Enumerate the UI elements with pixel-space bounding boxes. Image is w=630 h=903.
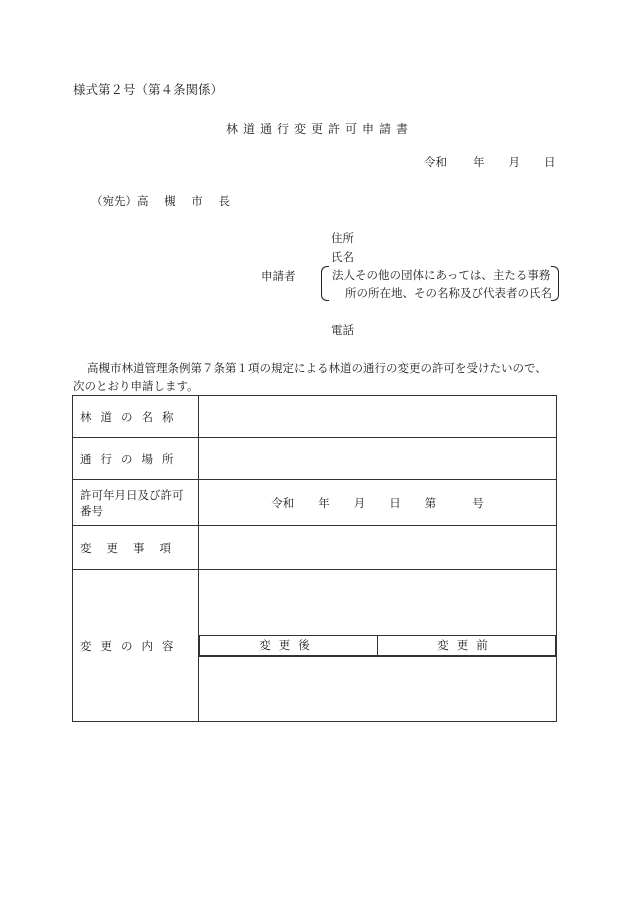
applicant-label: 申請者 [261, 269, 296, 283]
date-era: 令和 [424, 155, 447, 169]
change-content-label: 変更の内容 [73, 570, 199, 722]
before-change-header: 変更前 [378, 635, 556, 655]
permit-info-field[interactable]: 令和 年 月 日 第 号 [199, 480, 557, 526]
date-day: 日 [544, 155, 556, 169]
body-text-line1: 高槻市林道管理条例第７条第１項の規定による林道の通行の変更の許可を受けたいので、 [87, 361, 547, 375]
application-date [424, 154, 556, 170]
document-title: 林道通行変更許可申請書 [226, 122, 414, 136]
permit-info-label: 許可年月日及び許可 番号 [73, 480, 199, 526]
after-change-header: 変更後 [200, 635, 378, 655]
note-line2: 所の所在地、その名称及び代表者の氏名 [345, 286, 552, 300]
addressee-name: 高 槻 市 長 [137, 194, 236, 208]
addressee [91, 193, 236, 209]
after-change-field[interactable] [200, 655, 378, 656]
passage-place-field[interactable] [199, 438, 557, 480]
date-month: 月 [508, 155, 520, 169]
corporate-note [321, 266, 559, 299]
note-line1: 法人その他の団体にあっては、主たる事務 [332, 268, 551, 282]
name-label: 氏名 [331, 250, 354, 264]
right-bracket [551, 266, 559, 301]
body-text-line2: 次のとおり申請します。 [73, 379, 199, 393]
address-label: 住所 [331, 231, 354, 245]
row-change-item [73, 526, 557, 570]
date-year: 年 [473, 155, 485, 169]
row-passage-place [73, 438, 557, 480]
road-name-field[interactable] [199, 396, 557, 438]
row-change-content [73, 570, 557, 722]
application-table [72, 395, 557, 722]
change-content-subtable [199, 635, 556, 657]
addressee-prefix: （宛先） [91, 194, 137, 208]
row-road-name [73, 396, 557, 438]
change-item-label: 変更事項 [73, 526, 199, 570]
road-name-label: 林道の名称 [73, 396, 199, 438]
phone-label: 電話 [331, 323, 354, 337]
change-content-cell [199, 570, 557, 722]
before-change-field[interactable] [378, 655, 556, 656]
change-item-field[interactable] [199, 526, 557, 570]
form-number: 様式第２号（第４条関係） [73, 82, 224, 97]
row-permit-info [73, 480, 557, 526]
passage-place-label: 通行の場所 [73, 438, 199, 480]
left-bracket [321, 266, 329, 301]
